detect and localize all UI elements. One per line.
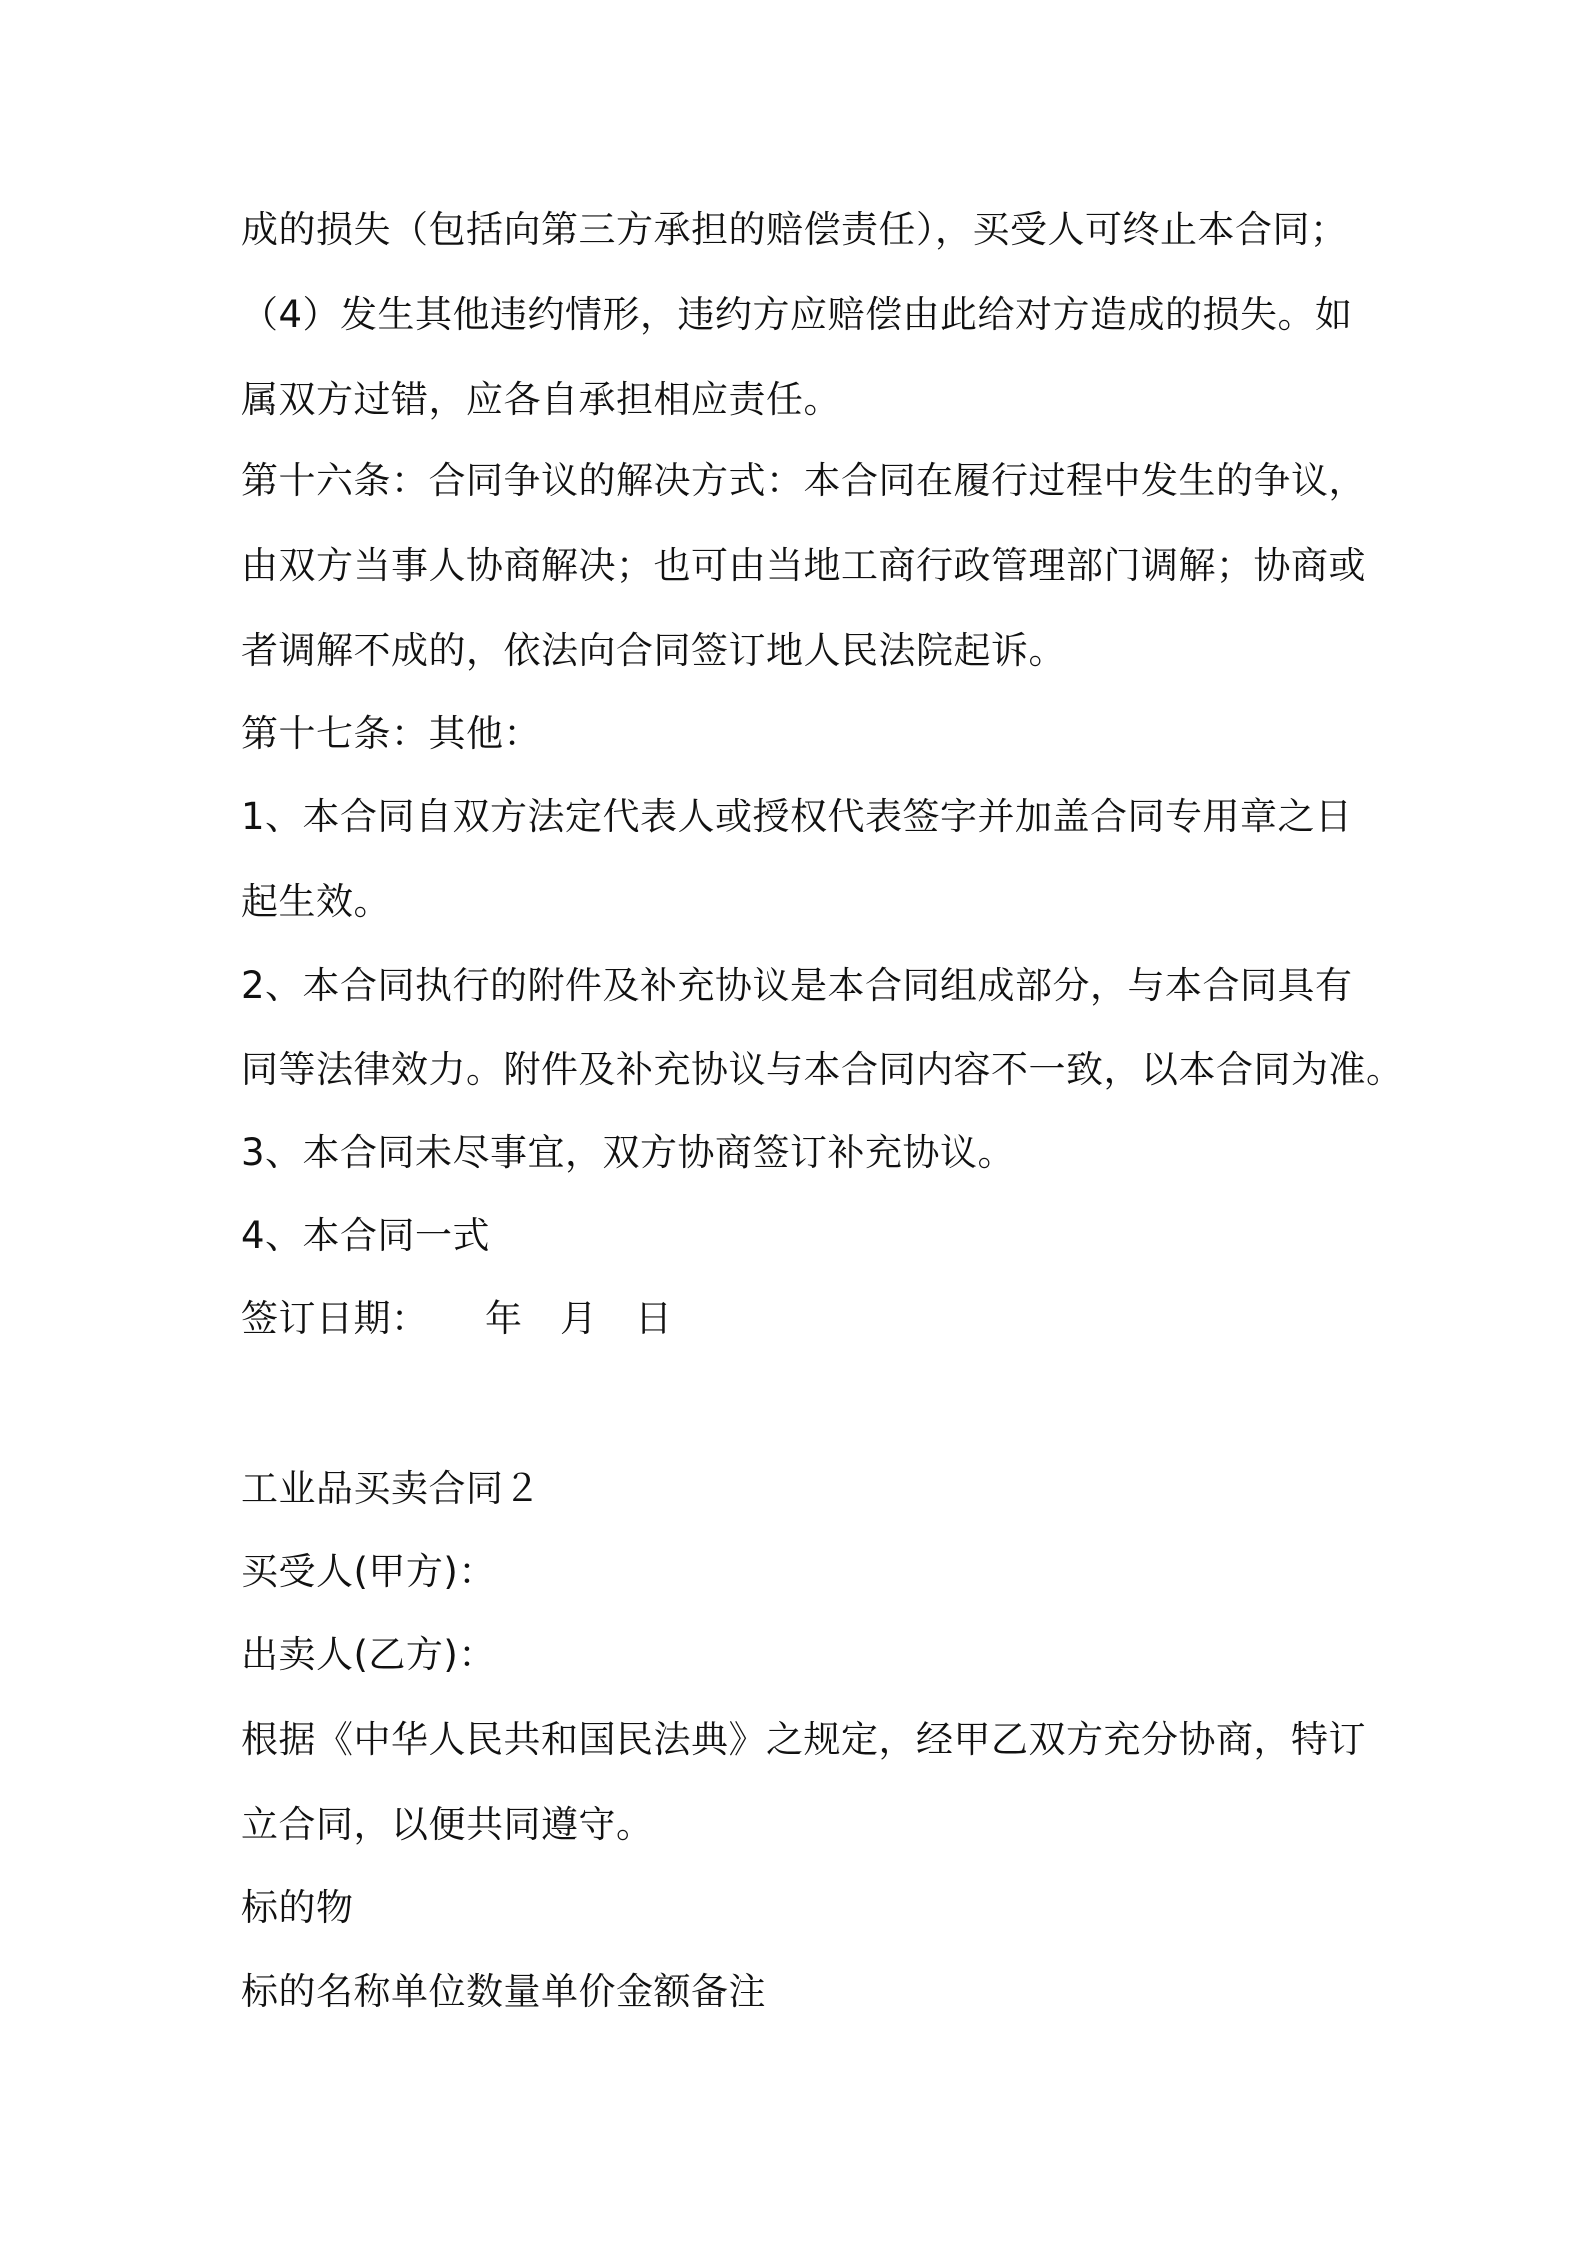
subject-matter-columns: 标的名称单位数量单价金额备注 <box>241 1970 766 2013</box>
signing-date-line: 签订日期： 年 月 日 <box>241 1297 673 1340</box>
preamble-line-1: 根据《中华人民共和国民法典》之规定，经甲乙双方充分协商，特订 <box>241 1718 1366 1761</box>
clause-4-line: 4、本合同一式 <box>241 1214 491 1257</box>
subject-matter-heading: 标的物 <box>241 1886 354 1929</box>
text-line-6: 者调解不成的，依法向合同签订地人民法院起诉。 <box>241 629 1066 672</box>
contract-2-title: 工业品买卖合同２ <box>241 1467 541 1510</box>
preamble-line-2: 立合同，以便共同遵守。 <box>241 1803 654 1846</box>
clause-2-line-2: 同等法律效力。附件及补充协议与本合同内容不一致，以本合同为准。 <box>241 1048 1404 1091</box>
seller-line: 出卖人(乙方)： <box>241 1633 496 1676</box>
clause-1-line-1: 1、本合同自双方法定代表人或授权代表签字并加盖合同专用章之日 <box>241 795 1353 838</box>
clause-3-line: 3、本合同未尽事宜，双方协商签订补充协议。 <box>241 1131 1016 1174</box>
text-line-3: 属双方过错，应各自承担相应责任。 <box>241 378 841 421</box>
buyer-line: 买受人(甲方)： <box>241 1550 496 1593</box>
text-line-1: 成的损失（包括向第三方承担的赔偿责任），买受人可终止本合同； <box>241 208 1348 251</box>
article-17-heading: 第十七条：其他： <box>241 712 541 755</box>
clause-1-line-2: 起生效。 <box>241 880 391 923</box>
text-line-5: 由双方当事人协商解决；也可由当地工商行政管理部门调解；协商或 <box>241 544 1366 587</box>
text-line-2: （4）发生其他违约情形，违约方应赔偿由此给对方造成的损失。如 <box>241 293 1353 336</box>
clause-2-line-1: 2、本合同执行的附件及补充协议是本合同组成部分，与本合同具有 <box>241 964 1353 1007</box>
article-16-heading-line: 第十六条：合同争议的解决方式：本合同在履行过程中发生的争议， <box>241 459 1366 502</box>
